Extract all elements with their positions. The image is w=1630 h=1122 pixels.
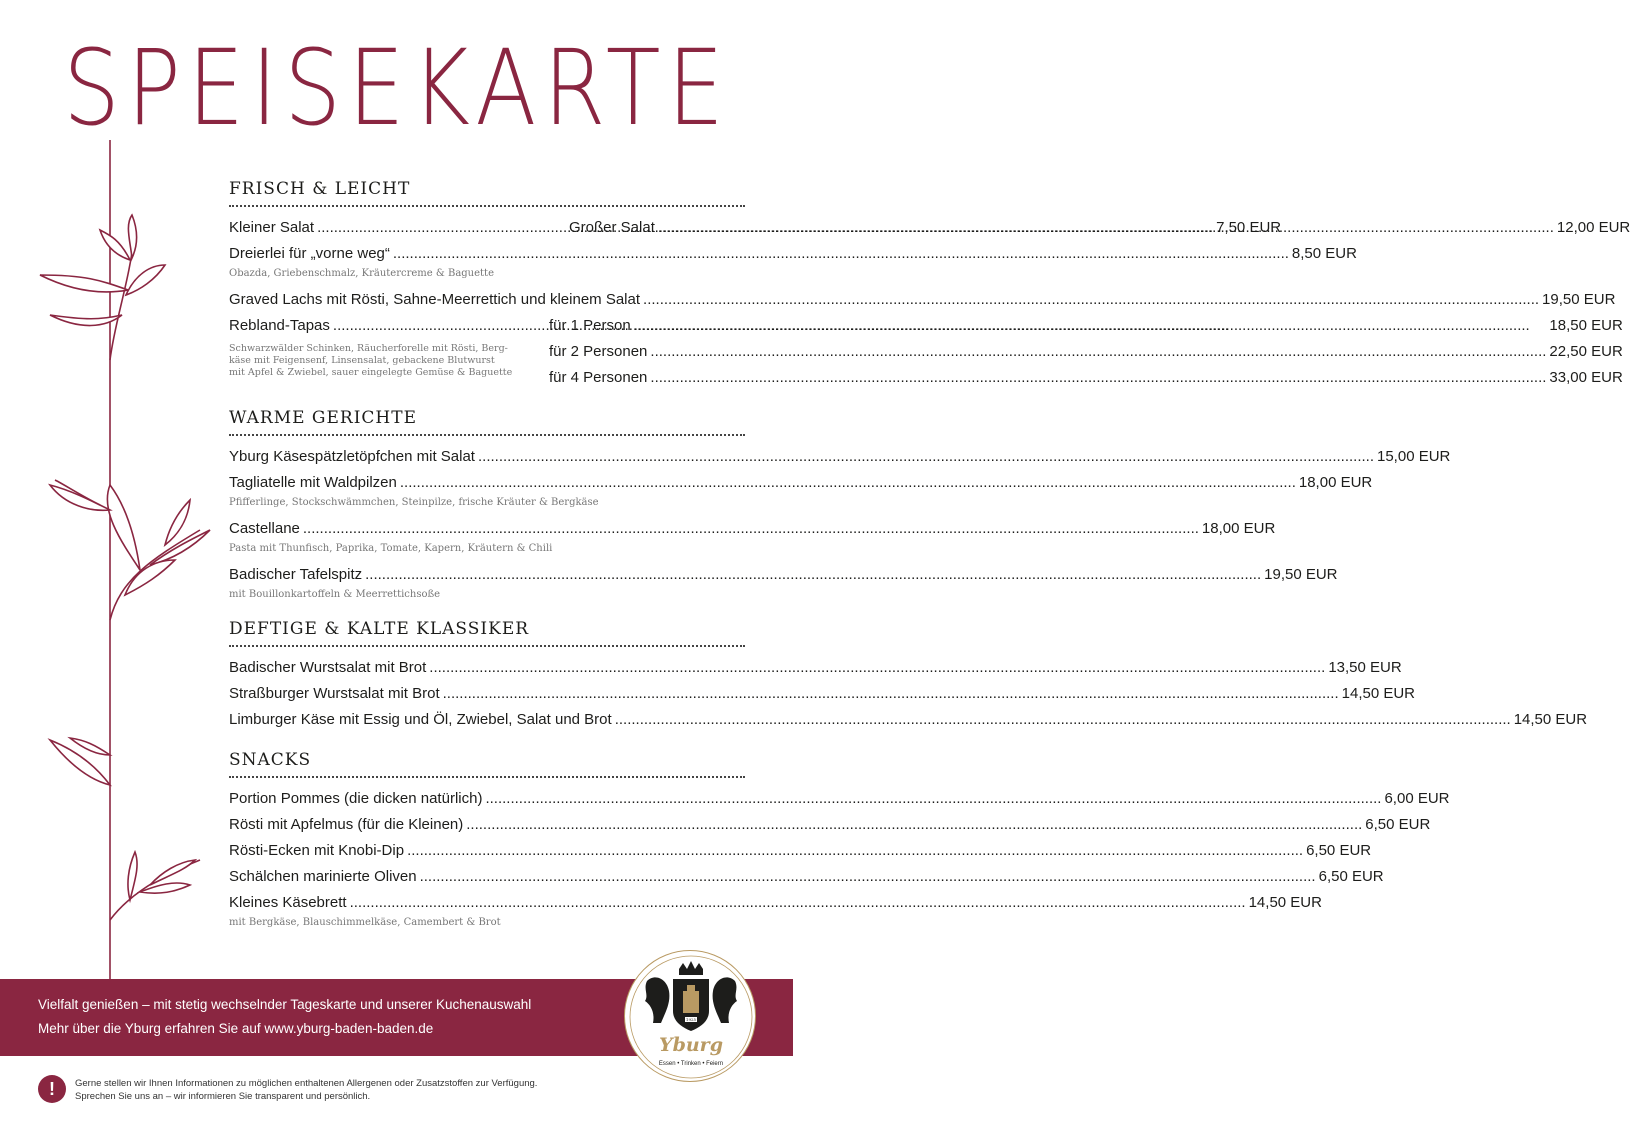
menu-item xyxy=(229,655,1402,681)
menu-item xyxy=(229,838,1372,864)
menu-item xyxy=(229,516,1276,542)
item-price: 19,50 EUR xyxy=(1542,291,1616,308)
footer-line: Vielfalt genießen – mit stetig wechselnder Tageskarte und unserer Kuchenauswahl xyxy=(38,997,532,1012)
item-name: Straßburger Wurstsalat mit Brot xyxy=(229,685,440,702)
section-warm xyxy=(229,405,1451,602)
item-name: Portion Pommes (die dicken natürlich) xyxy=(229,790,483,807)
crest-icon xyxy=(625,951,757,1083)
item-description xyxy=(229,343,545,379)
item-name: Badischer Wurstsalat mit Brot xyxy=(229,659,427,676)
menu xyxy=(229,176,1630,944)
leader-dots xyxy=(485,786,1381,812)
item-name: Schälchen marinierte Oliven xyxy=(229,868,417,885)
item-description: Obazda, Griebenschmalz, Kräutercreme & Baguette xyxy=(229,268,494,279)
logo-year: 1925 xyxy=(685,1017,697,1022)
item-name: Tagliatelle mit Waldpilzen xyxy=(229,474,397,491)
leader-dots xyxy=(429,655,1325,681)
item-name: Graved Lachs mit Rösti, Sahne-Meerrettich und kleinem Salat xyxy=(229,291,641,308)
description-line: käse mit Feigensenf, Linsensalat, gebackene Blutwurst xyxy=(229,355,495,366)
item-price: 7,50 EUR xyxy=(1216,219,1282,236)
item-price: 14,50 EUR xyxy=(1248,894,1322,911)
menu-item xyxy=(569,215,1630,241)
page-title: SPEISEKARTE xyxy=(63,27,731,149)
option-label: für 1 Person xyxy=(549,317,631,334)
item-name: Kleiner Salat xyxy=(229,219,315,236)
description-line: mit Apfel & Zwiebel, sauer eingelegte Gemüse & Baguette xyxy=(229,367,513,378)
item-description: Pfifferlinge, Stockschwämmchen, Steinpilze, frische Kräuter & Bergkäse xyxy=(229,497,599,508)
leader-dots xyxy=(303,516,1199,542)
item-price: 18,00 EUR xyxy=(1298,474,1373,491)
leader-dots xyxy=(650,339,1546,365)
section-title: DEFTIGE & KALTE KLASSIKER xyxy=(229,619,530,639)
leader-dots xyxy=(365,562,1261,588)
item-price: 6,00 EUR xyxy=(1384,790,1450,807)
yburg-logo xyxy=(624,950,756,1082)
section-title: SNACKS xyxy=(229,750,312,770)
section-title: FRISCH & LEICHT xyxy=(229,179,411,199)
menu-item xyxy=(229,890,1322,916)
item-price: 12,00 EUR xyxy=(1556,219,1630,236)
leader-dots xyxy=(634,313,1547,339)
leader-dots xyxy=(400,470,1296,496)
tapas-option xyxy=(549,313,1623,339)
footer-line[interactable]: Mehr über die Yburg erfahren Sie auf www.yburg-baden-baden.de xyxy=(38,1021,434,1036)
leader-dots xyxy=(420,864,1316,890)
leader-dots xyxy=(643,287,1539,313)
item-name: Dreierlei für „vorne weg“ xyxy=(229,245,390,262)
menu-item xyxy=(229,562,1338,588)
item-price: 14,50 EUR xyxy=(1341,685,1416,702)
item-price: 13,50 EUR xyxy=(1328,659,1402,676)
item-description: mit Bouillonkartoffeln & Meerrettichsoße xyxy=(229,589,441,600)
logo-tagline: Essen • Trinken • Feiern xyxy=(658,1061,724,1067)
leader-dots xyxy=(407,838,1303,864)
allergen-line: Gerne stellen wir Ihnen Informationen zu möglichen enthaltenen Allergenen oder Zusatzstoffen zur Verfügung. xyxy=(75,1078,538,1089)
leader-dots xyxy=(650,365,1546,391)
item-name: Rösti-Ecken mit Knobi-Dip xyxy=(229,842,405,859)
menu-item xyxy=(229,470,1373,496)
exclamation-icon: ! xyxy=(38,1075,66,1103)
tapas-option xyxy=(549,365,1623,391)
leaf-vine-decoration xyxy=(40,140,210,985)
item-description: Pasta mit Thunfisch, Paprika, Tomate, Kapern, Kräutern & Chili xyxy=(229,543,553,554)
allergen-line: Sprechen Sie uns an – wir informieren Sie transparent und persönlich. xyxy=(75,1091,371,1102)
menu-item xyxy=(229,287,1616,313)
menu-item xyxy=(229,444,1451,470)
tapas-block xyxy=(229,313,1623,391)
item-price: 33,00 EUR xyxy=(1549,369,1623,386)
item-price: 22,50 EUR xyxy=(1549,343,1623,360)
dotted-divider xyxy=(229,434,745,436)
leader-dots xyxy=(478,444,1374,470)
leader-dots xyxy=(393,241,1289,267)
item-price: 18,00 EUR xyxy=(1201,520,1276,537)
item-name: Kleines Käsebrett xyxy=(229,894,347,911)
section-frisch xyxy=(229,176,1630,391)
item-name: Limburger Käse mit Essig und Öl, Zwiebel, Salat und Brot xyxy=(229,711,612,728)
menu-item xyxy=(229,241,1357,267)
item-name: Badischer Tafelspitz xyxy=(229,566,363,583)
salad-row xyxy=(229,215,1630,241)
menu-item xyxy=(229,786,1450,812)
item-price: 14,50 EUR xyxy=(1513,711,1588,728)
dotted-divider xyxy=(229,205,745,207)
leader-dots xyxy=(658,215,1554,241)
item-price: 19,50 EUR xyxy=(1264,566,1338,583)
menu-item xyxy=(229,681,1416,707)
dotted-divider xyxy=(229,645,745,647)
leader-dots xyxy=(615,707,1511,733)
option-label: für 4 Personen xyxy=(549,369,648,386)
footer-text xyxy=(38,993,531,1041)
item-price: 6,50 EUR xyxy=(1365,816,1431,833)
menu-item xyxy=(229,707,1588,733)
description-line: Schwarzwälder Schinken, Räucherforelle mit Rösti, Berg- xyxy=(229,343,508,354)
item-price: 8,50 EUR xyxy=(1291,245,1357,262)
item-price: 18,50 EUR xyxy=(1549,317,1623,334)
leader-dots xyxy=(466,812,1362,838)
logo-name: Yburg xyxy=(659,1034,723,1056)
menu-item xyxy=(229,864,1384,890)
option-label: für 2 Personen xyxy=(549,343,648,360)
allergen-text xyxy=(75,1077,635,1103)
item-name: Castellane xyxy=(229,520,300,537)
item-name: Yburg Käsespätzletöpfchen mit Salat xyxy=(229,448,475,465)
section-snacks xyxy=(229,747,1450,930)
item-name: Rebland-Tapas xyxy=(229,317,330,334)
item-price: 6,50 EUR xyxy=(1306,842,1372,859)
menu-item xyxy=(229,812,1431,838)
item-name: Rösti mit Apfelmus (für die Kleinen) xyxy=(229,816,464,833)
item-price: 6,50 EUR xyxy=(1318,868,1384,885)
item-price: 15,00 EUR xyxy=(1377,448,1451,465)
menu-item xyxy=(229,313,545,339)
leader-dots xyxy=(443,681,1339,707)
tapas-options xyxy=(549,313,1623,391)
section-deftig xyxy=(229,616,1588,733)
dotted-divider xyxy=(229,776,745,778)
tapas-left xyxy=(229,313,545,391)
item-description: mit Bergkäse, Blauschimmelkäse, Camembert & Brot xyxy=(229,917,501,928)
tapas-option xyxy=(549,339,1623,365)
section-title: WARME GERICHTE xyxy=(229,408,418,428)
item-name: Großer Salat xyxy=(569,219,655,236)
leader-dots xyxy=(350,890,1246,916)
